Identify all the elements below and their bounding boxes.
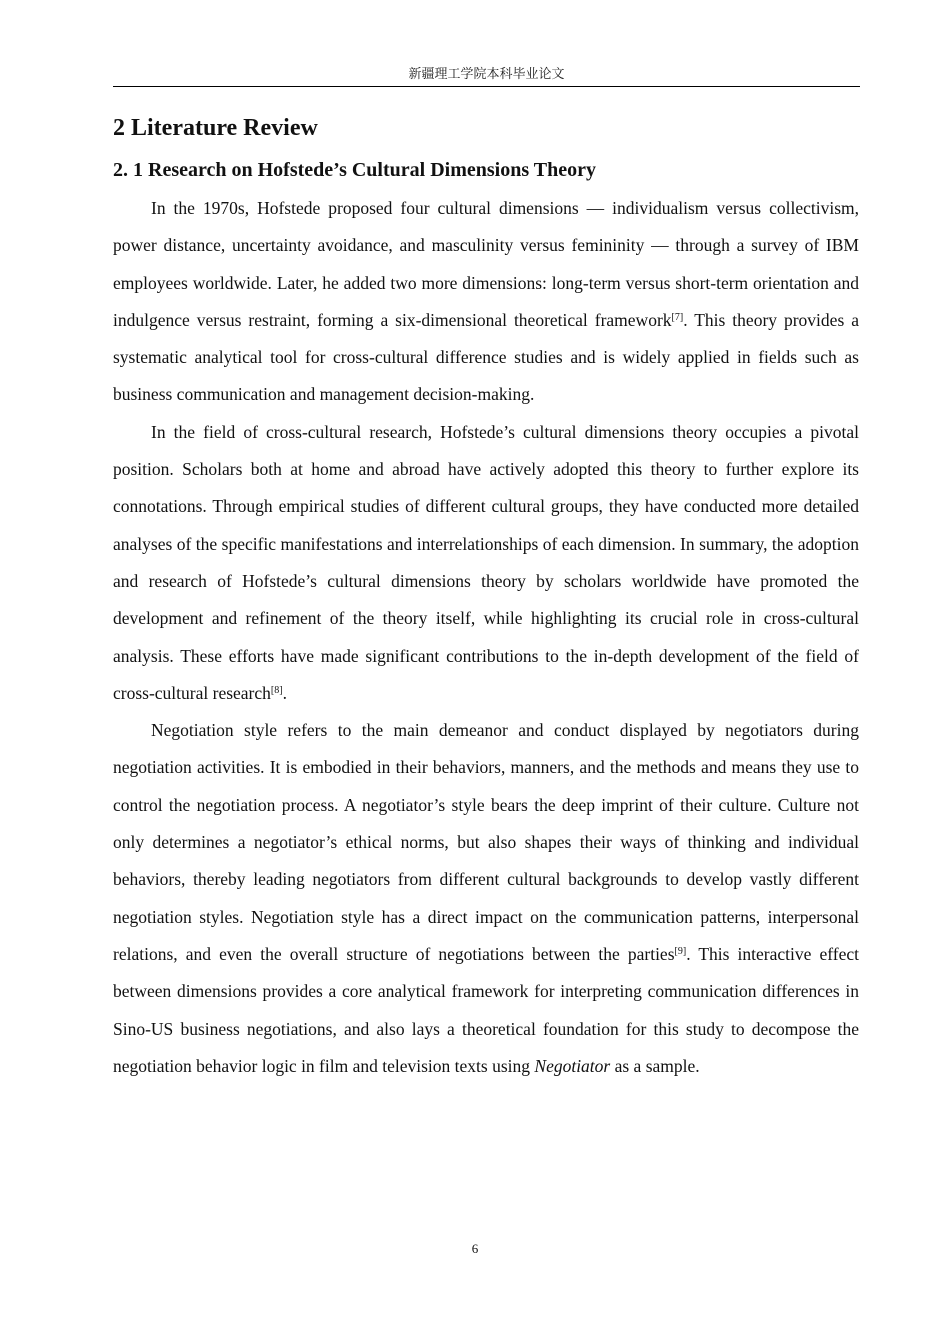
section-heading: 2. 1 Research on Hofstede’s Cultural Dimensions Theory (113, 159, 596, 181)
paragraph-1-text-b: . This theory provides a systematic analytical tool for cross-cultural difference studies and is widely applied in fields such as business communication and management decision-making. (113, 309, 859, 405)
page-number: 6 (471, 1241, 479, 1256)
citation-9: [9] (674, 945, 687, 957)
paragraph-2-text-b: . (282, 682, 287, 703)
paragraph-3-text-b: . This interactive effect between dimensions provides a core analytical framework for interpreting communication differences in Sino-US business negotiations, and also lays a theoretical foundation for this study to decompose the negotiation behavior logic in film and television texts using (113, 943, 859, 1076)
paragraph-3-text-a: Negotiation style refers to the main demeanor and conduct displayed by negotiators during negotiation activities. It is embodied in their behaviors, manners, and the methods and means they use to control the negotiation process. A negotiator’s style bears the deep imprint of their culture. Culture not only determines a negotiator’s ethical norms, but also shapes their ways of thinking and individual behaviors, thereby leading negotiators from different cultural backgrounds to develop vastly different negotiation styles. Negotiation style has a direct impact on the communication patterns, interpersonal relations, and even the overall structure of negotiations between the parties (113, 720, 859, 964)
page-body (113, 108, 859, 1085)
paragraph-1-text-a: In the 1970s, Hofstede proposed four cultural dimensions — individualism versus collectivism, power distance, uncertainty avoidance, and masculinity versus femininity — through a survey of IBM employees worldwide. Later, he added two more dimensions: long-term versus short-term orientation and indulgence versus restraint, forming a six-dimensional theoretical framework (113, 198, 859, 330)
chapter-heading: 2 Literature Review (113, 115, 318, 141)
citation-8: [8] (270, 684, 283, 696)
film-title: Negotiator (534, 1055, 611, 1076)
paragraph-3 (113, 712, 859, 1085)
running-header: 新疆理工学院本科毕业论文 (113, 64, 860, 87)
paragraph-2-text-a: In the field of cross-cultural research, Hofstede’s cultural dimensions theory occupies a pivotal position. Scholars both at home and abroad have actively adopted this theory to further explore its connotations. Through empirical studies of different cultural groups, they have conducted more detailed analyses of the specific manifestations and interrelationships of each dimension. In summary, the adoption and research of Hofstede’s cultural dimensions theory by scholars worldwide have promoted the development and refinement of the theory itself, while highlighting its crucial role in cross-cultural analysis. These efforts have made significant contributions to the in-depth development of the field of cross-cultural research (113, 421, 859, 703)
citation-7: [7] (671, 311, 684, 323)
paragraph-3-text-c: as a sample. (610, 1055, 700, 1076)
paragraph-2 (113, 414, 859, 712)
paragraph-1 (113, 190, 859, 414)
